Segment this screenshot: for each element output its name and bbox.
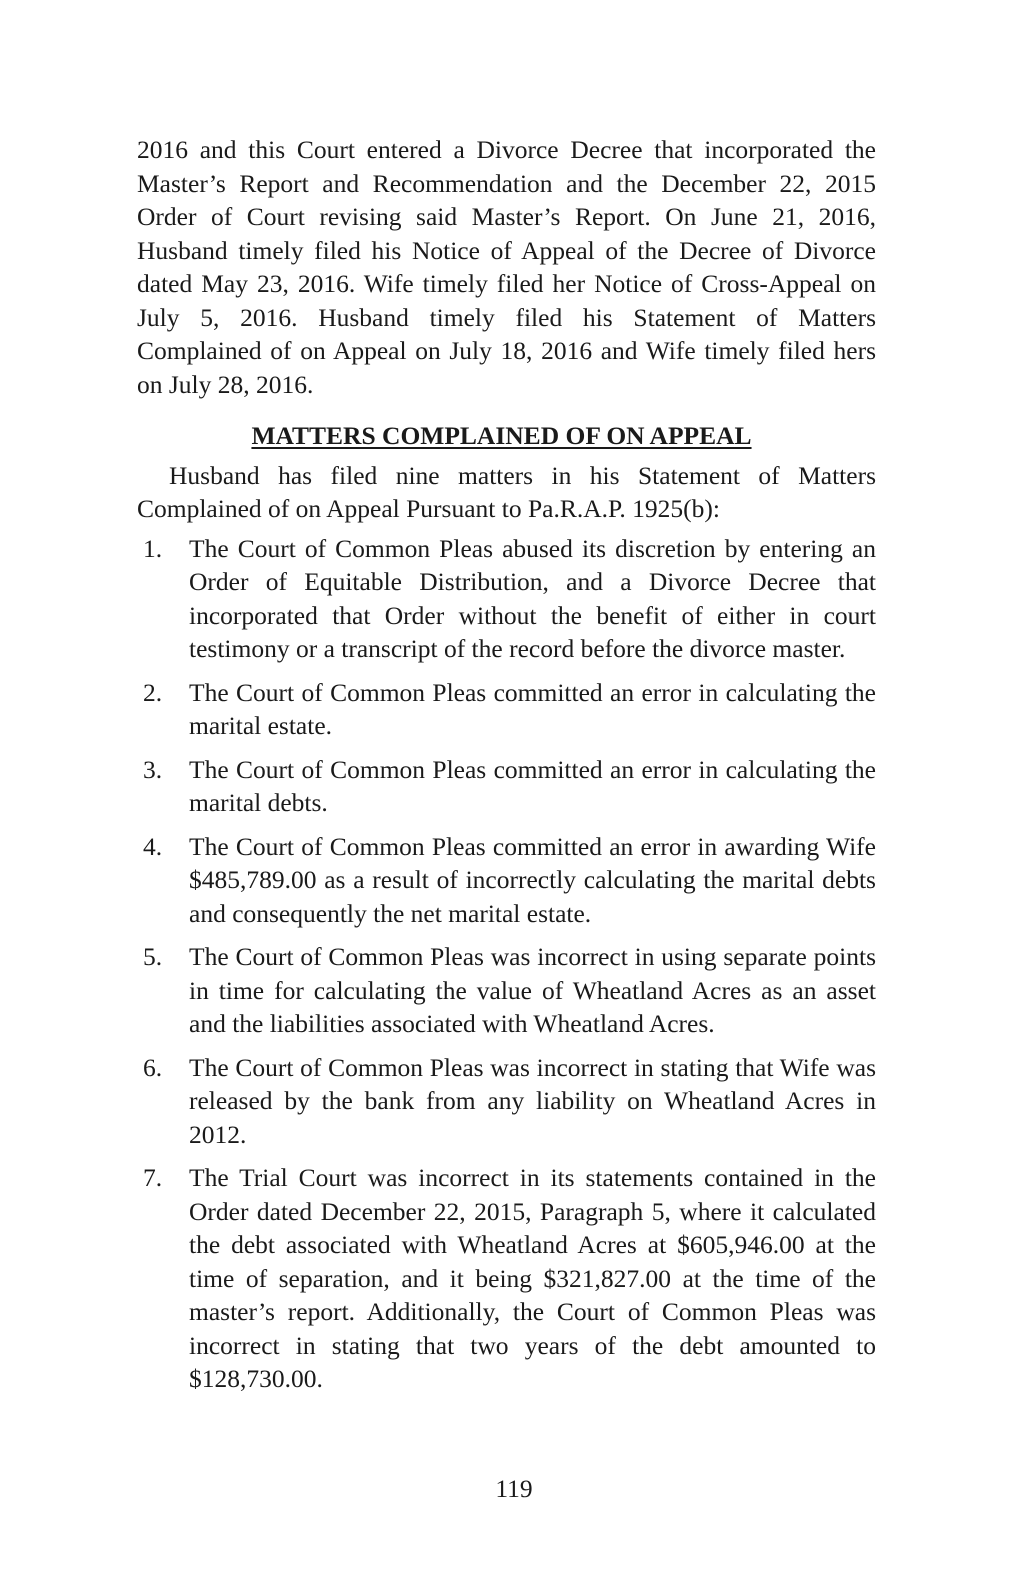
- matter-number: 4.: [143, 831, 163, 861]
- section-heading: MATTERS COMPLAINED OF ON APPEAL: [251, 421, 752, 450]
- matter-item-5: [137, 940, 876, 1041]
- matter-number: 7.: [143, 1163, 163, 1192]
- matter-text: The Court of Common Pleas committed an error in calculating the marital debts.: [189, 754, 876, 817]
- matter-text: The Court of Common Pleas committed an error in calculating the marital estate.: [189, 677, 876, 740]
- matter-item-4: [137, 830, 876, 931]
- matter-text: The Court of Common Pleas was incorrect in stating that Wife was released by the bank from any liability on Wheatland Acres in 2012.: [189, 1052, 876, 1149]
- matter-item-6: [137, 1051, 876, 1152]
- intro-paragraph: Husband has filed nine matters in his Statement of Matters Complained of on Appeal Pursuant to Pa.R.A.P. 1925(b):: [137, 460, 876, 523]
- page-number: 119: [495, 1474, 533, 1503]
- document-page: [137, 133, 876, 1406]
- matter-text: The Trial Court was incorrect in its statements contained in the Order dated December 22, 2015, Paragraph 5, where it calculated the debt associated with Wheatland Acres at $605,946.00 at the time of separation, and it being $321,827.00 at the time of the master’s report. Additionally, the Court of Common Pleas was incorrect in stating that two years of the debt amounted to $128,730.00.: [189, 1163, 876, 1393]
- matter-item-7: [137, 1161, 876, 1396]
- matter-number: 2.: [143, 677, 163, 707]
- matter-item-2: [137, 676, 876, 743]
- matter-number: 3.: [143, 754, 163, 784]
- matter-text: The Court of Common Pleas abused its discretion by entering an Order of Equitable Distribution, and a Divorce Decree that incorporated that Order without the benefit of either in court testimony or a transcript of the record before the divorce master.: [189, 533, 876, 663]
- matter-number: 1.: [143, 533, 163, 563]
- matter-number: 6.: [143, 1052, 163, 1082]
- matter-item-3: [137, 753, 876, 820]
- matters-list: [137, 532, 876, 1396]
- matter-text: The Court of Common Pleas was incorrect in using separate points in time for calculating the value of Wheatland Acres as an asset and the liabilities associated with Wheatland Acres.: [189, 942, 876, 1038]
- matter-text: The Court of Common Pleas committed an error in awarding Wife $485,789.00 as a result of incorrectly calculating the marital debts and consequently the net marital estate.: [189, 831, 876, 928]
- matter-item-1: [137, 532, 876, 666]
- matter-number: 5.: [143, 942, 163, 971]
- opening-paragraph: 2016 and this Court entered a Divorce Decree that incorporated the Master’s Report and Recommendation and the December 22, 2015 Order of Court revising said Master’s Report. On June 21, 2016, Husband timely filed his Notice of Appeal of the Decree of Divorce dated May 23, 2016. Wife timely filed her Notice of Cross-Appeal on July 5, 2016. Husband timely filed his Statement of Matters Complained of on Appeal on July 18, 2016 and Wife timely filed hers on July 28, 2016.: [137, 135, 876, 399]
